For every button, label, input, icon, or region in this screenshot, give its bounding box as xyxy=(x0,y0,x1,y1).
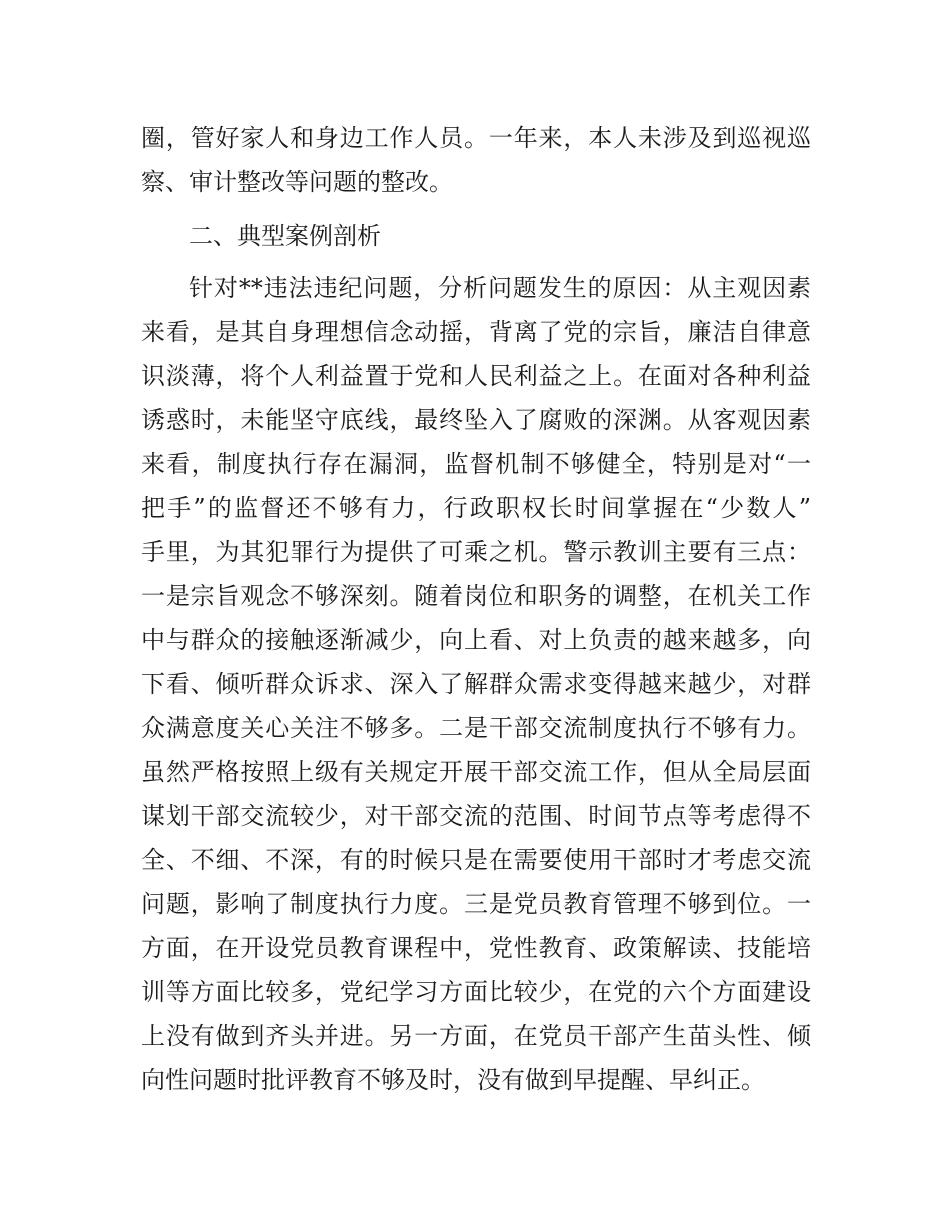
text-line: 中与群众的接触逐渐减少，向上看、对上负责的越来越多，向 xyxy=(141,626,811,654)
text-line: 圈，管好家人和身边工作人员。一年来，本人未涉及到巡视巡 xyxy=(141,124,811,152)
text-line: 谋划干部交流较少，对干部交流的范围、时间节点等考虑得不 xyxy=(141,802,811,830)
text-line: 训等方面比较多，党纪学习方面比较少，在党的六个方面建设 xyxy=(141,978,811,1006)
text-line: 一是宗旨观念不够深刻。随着岗位和职务的调整，在机关工作 xyxy=(141,582,811,610)
text-line: 下看、倾听群众诉求、深入了解群众需求变得越来越少，对群 xyxy=(141,670,811,698)
text-line: 手里，为其犯罪行为提供了可乘之机。警示教训主要有三点： xyxy=(141,538,811,566)
text-line: 上没有做到齐头并进。另一方面，在党员干部产生苗头性、倾 xyxy=(141,1022,811,1050)
text-line: 诱惑时，未能坚守底线，最终坠入了腐败的深渊。从客观因素 xyxy=(141,406,811,434)
text-line: 来看，制度执行存在漏洞，监督机制不够健全，特别是对“一 xyxy=(141,450,811,478)
text-line: 方面，在开设党员教育课程中，党性教育、政策解读、技能培 xyxy=(141,934,811,962)
text-line: 察、审计整改等问题的整改。 xyxy=(141,168,453,196)
section-heading: 二、典型案例剖析 xyxy=(189,222,381,250)
text-line: 把手”的监督还不够有力，行政职权长时间掌握在“少数人” xyxy=(141,494,811,522)
text-line: 识淡薄，将个人利益置于党和人民利益之上。在面对各种利益 xyxy=(141,362,811,390)
text-line: 众满意度关心关注不够多。二是干部交流制度执行不够有力。 xyxy=(141,714,811,742)
text-line: 虽然严格按照上级有关规定开展干部交流工作，但从全局层面 xyxy=(141,758,811,786)
text-line: 向性问题时批评教育不够及时，没有做到早提醒、早纠正。 xyxy=(141,1066,765,1094)
text-line: 针对**违法违纪问题，分析问题发生的原因：从主观因素 xyxy=(189,274,811,302)
text-line: 全、不细、不深，有的时候只是在需要使用干部时才考虑交流 xyxy=(141,846,811,874)
text-line: 来看，是其自身理想信念动摇，背离了党的宗旨，廉洁自律意 xyxy=(141,318,811,346)
text-line: 问题，影响了制度执行力度。三是党员教育管理不够到位。一 xyxy=(141,890,811,918)
